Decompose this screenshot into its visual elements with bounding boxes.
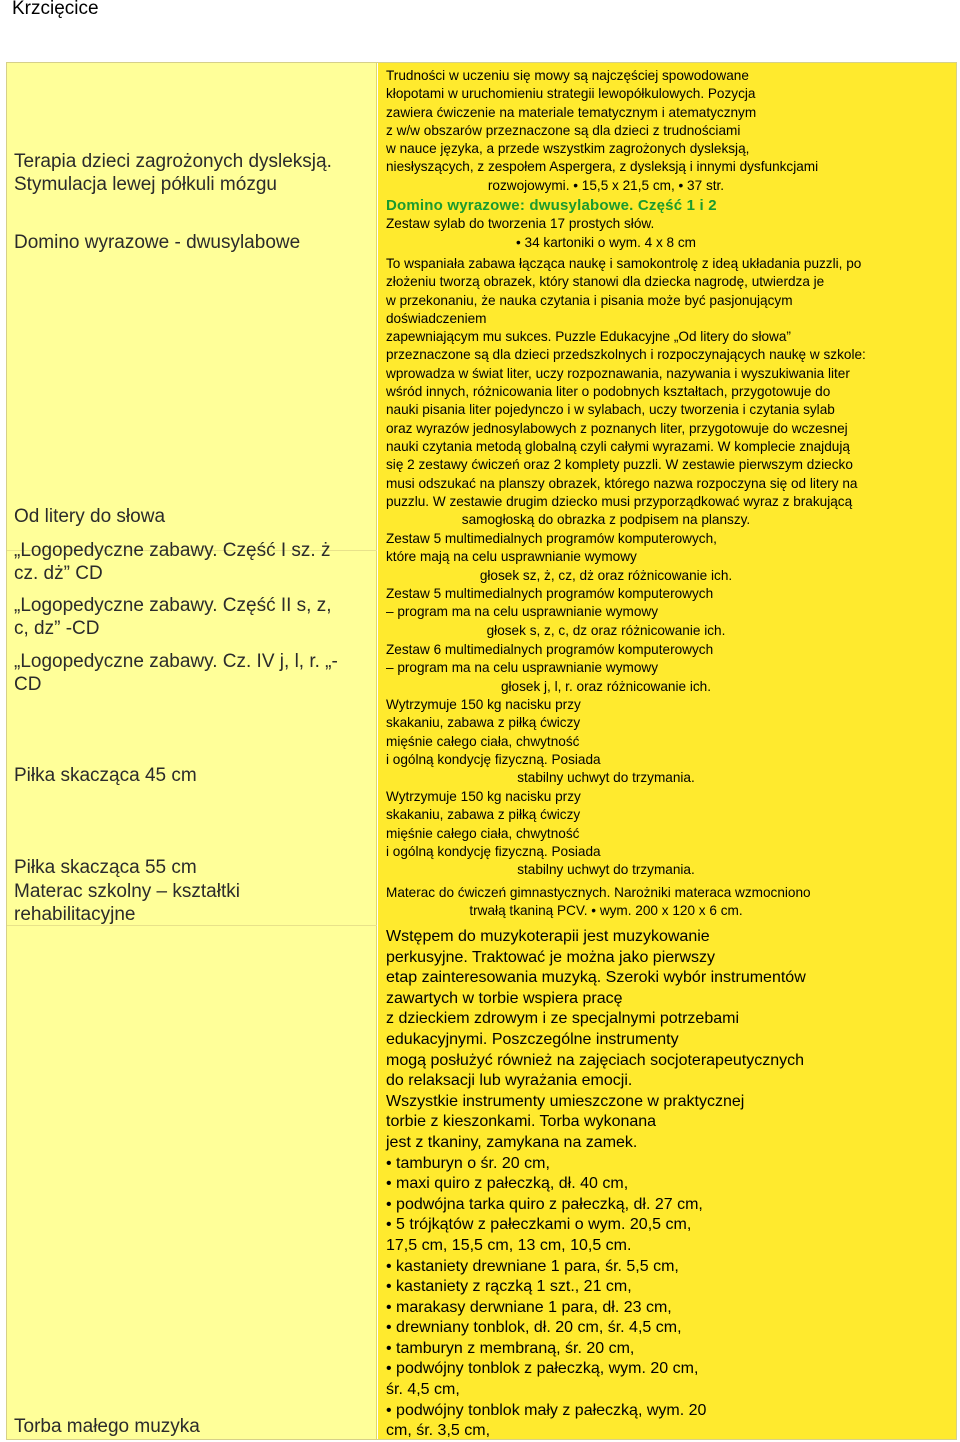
description-domino: Domino wyrazowe: dwusylabowe. Część 1 i 2 Zestaw sylab do tworzenia 17 prostych słów. • 34 kartoniki o wym. 4 x 8 cm xyxy=(386,197,826,252)
description-dyslexia-therapy: Trudności w uczeniu się mowy są najczęściej spowodowane kłopotami w uruchomieniu strategii lewopółkulowych. Pozycja zawiera ćwiczenie na materiale tematycznym i atematycznym z w/w obszarów przeznaczone są dla dzieci z trudnościami w nauce języka, a przede wszystkim zagrożonych dysleksją, niesłyszących, z zespołem Aspergera, z dysleksją i innymi dysfunkcjami rozwojowymi. • 15,5 x 21,5 cm, • 37 str. xyxy=(386,68,819,193)
description-music-bag: Wstępem do muzykoterapii jest muzykowanie perkusyjne. Traktować je można jako pierwszy etap zainteresowania muzyką. Szeroki wybór instrumentów zawartych w torbie wspiera pracę z dzieckiem zdrowym i ze specjalnymi potrzebami edukacyjnymi. Poszczególne instrumenty mogą posłużyć również na zajęciach socjoterapeutycznych do relaksacji lub wyrażania emocji. Wszystkie instrumenty umieszczone w praktycznej torbie z kieszonkami. Torba wykonana jest z tkaniny, zamykana na zamek. • tamburyn o śr. 20 cm, • maxi quiro z pałeczką, dł. 40 cm, • podwójna tarka quiro z pałeczką, dł. 27 cm, • 5 trójkątów z pałeczkami o wym. 20,5 cm, 17,5 cm, 15,5 cm, 13 cm, 10,5 cm. • kastaniety drewniane 1 para, śr. 5,5 cm, • kastaniety z rączką 1 szt., 21 cm, • marakasy derwniane 1 para, dł. 23 cm, • drewniany tonblok, dł. 20 cm, śr. 4,5 cm, • tamburyn z membraną, śr. 20 cm, • podwójny tonblok z pałeczką, wym. 20 cm, śr. 4,5 cm, • podwójny tonblok mały z pałeczką, wym. 20 cm, śr. 3,5 cm, xyxy=(386,928,806,1440)
product-name-school-mat: Materac szkolny – kształtki rehabilitacyjne xyxy=(14,881,240,925)
product-name-speech-games-part1: „Logopedyczne zabawy. Część I sz. ż cz. dż” CD xyxy=(14,540,331,584)
product-name-letter-to-word: Od litery do słowa xyxy=(14,506,166,527)
domino-title: Domino wyrazowe: dwusylabowe. Część 1 i 2 xyxy=(386,197,717,214)
description-ball-45: Wytrzymuje 150 kg nacisku przy skakaniu, zabawa z piłką ćwiczy mięśnie całego ciała, chwytność i ogólną kondycję fizyczną. Posiada stabilny uchwyt do trzymania. xyxy=(386,697,695,786)
product-name-domino: Domino wyrazowe - dwusylabowe xyxy=(14,232,301,253)
product-name-speech-games-part2: „Logopedyczne zabawy. Część II s, z, c, dz” -CD xyxy=(14,595,332,639)
description-ball-55: Wytrzymuje 150 kg nacisku przy skakaniu, zabawa z piłką ćwiczy mięśnie całego ciała, chwytność i ogólną kondycję fizyczną. Posiada stabilny uchwyt do trzymania. xyxy=(386,789,695,878)
description-speech-games-part4: Zestaw 6 multimedialnych programów komputerowych – program ma na celu usprawnianie wymowy głosek j, l, r. oraz różnicowanie ich. xyxy=(386,642,714,694)
town-heading: Krzcięcice xyxy=(12,0,99,19)
product-name-column xyxy=(7,63,377,1439)
product-name-music-bag: Torba małego muzyka xyxy=(14,1416,200,1437)
product-description-column xyxy=(378,63,956,1439)
description-letter-to-word: To wspaniała zabawa łącząca naukę i samokontrolę z ideą układania puzzli, po złożeniu tworzą obrazek, który stanowi dla dziecka nagrodę, utwierdza je w przekonaniu, że nauka czytania i pisania może być pasjonującym doświadczeniem zapewniającym mu sukces. Puzzle Edukacyjne „Od litery do słowa” przeznaczone są dla dzieci przedszkolnych i rozpoczynających naukę w szkole: wprowadza w świat liter, uczy rozpoznawania, nazywania i wyszukiwania liter wśród innych, różnicowania liter o podobnych kształtach, przygotowuje do nauki pisania liter pojedynczo i w sylabach, uczy tworzenia i czytania sylab oraz wyrazów jednosylabowych z poznanych liter, przygotowuje do wczesnej nauki czytania metodą globalną czyli całymi wyrazami. W komplecie znajdują się 2 zestawy ćwiczeń oraz 2 komplety puzzli. W zestawie pierwszym dziecko musi odszukać na planszy obrazek, którego nazwa rozpoczyna się od litery na puzzlu. W zestawie drugim dziecko musi przyporządkować wyraz z brakującą samogłoską do obrazka z podpisem na planszy. xyxy=(386,256,866,528)
product-name-ball-55: Piłka skacząca 55 cm xyxy=(14,857,197,878)
product-name-dyslexia-therapy: Terapia dzieci zagrożonych dysleksją. Stymulacja lewej półkuli mózgu xyxy=(14,151,332,195)
description-speech-games-part1: Zestaw 5 multimedialnych programów komputerowych, które mają na celu usprawnianie wymowy głosek sz, ż, cz, dż oraz różnicowanie ich. xyxy=(386,531,733,583)
description-school-mat: Materac do ćwiczeń gimnastycznych. Narożniki materaca wzmocniono trwałą tkaniną PCV. • wym. 200 x 120 x 6 cm. xyxy=(386,885,811,919)
product-table xyxy=(6,62,957,1440)
description-speech-games-part2: Zestaw 5 multimedialnych programów komputerowych – program ma na celu usprawnianie wymowy głosek s, z, c, dz oraz różnicowanie ich. xyxy=(386,586,726,638)
product-name-speech-games-part4: „Logopedyczne zabawy. Cz. IV j, l, r. „- CD xyxy=(14,651,338,695)
product-name-ball-45: Piłka skacząca 45 cm xyxy=(14,765,197,786)
